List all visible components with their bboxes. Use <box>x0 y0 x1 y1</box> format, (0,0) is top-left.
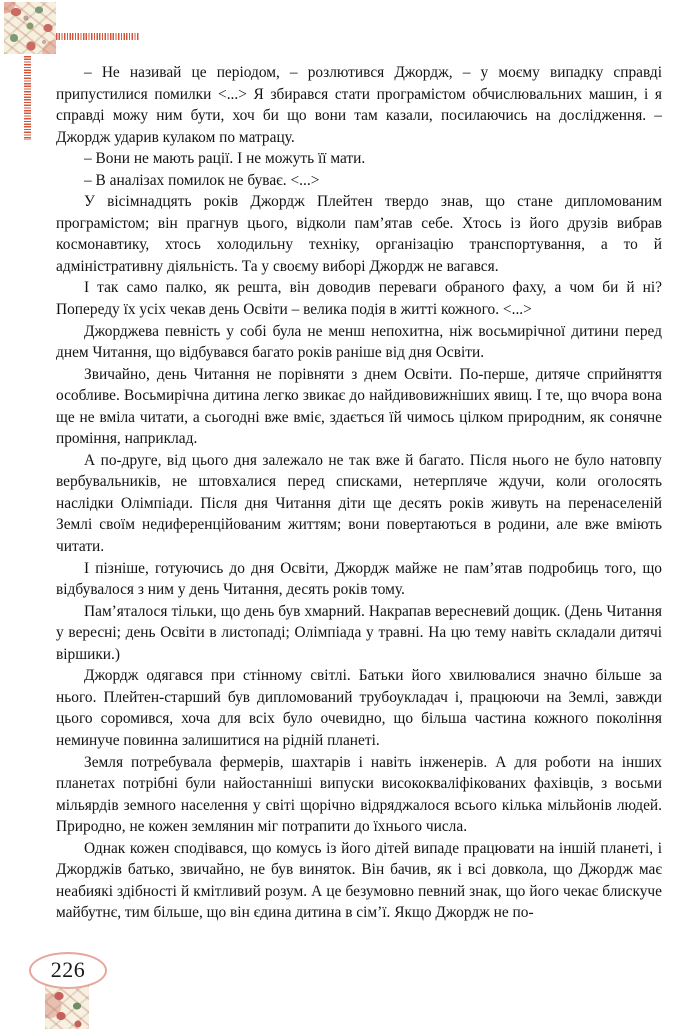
paragraph-dialogue: – Вони не мають рації. І не можуть її мати. <box>84 150 366 168</box>
page-number: 226 <box>29 952 107 989</box>
paragraph: – Не називай це періодом, – розлютився Джордж, – у моєму випадку справді припустилися помилки <...> Я збирався стати програмістом обчислювальних машин, і я справді можу ним бути, хоч би що вони там казали, посилаючись на дослідження. – Джордж ударив кулаком по матрацу. <box>56 64 662 146</box>
paragraph: Джорджева певність у собі була не менш непохитна, ніж восьмирічної дитини перед днем Читання, що відбувався багато років раніше від дня Освіти. <box>56 322 662 362</box>
paragraph: Джордж одягався при стінному світлі. Батьки його хвилювалися значно більше за нього. Плейтен-старший був дипломований трубоукладач і, працюючи на Землі, завжди цього соромився, хоча для всіх було очевидно, що більша частина кожного покоління неминуче повинна залишитися на рідній планеті. <box>56 667 662 749</box>
paragraph: Звичайно, день Читання не порівняти з днем Освіти. По-перше, дитяче сприйняття особливе. Восьмирічна дитина легко звикає до найдивовижніших явищ. І те, що вчора вона ще не вміла читати, а сьогодні вже вміє, здається їй чимось цілком природним, як сонячне проміння, наприклад. <box>56 365 662 448</box>
paragraph: Земля потребувала фермерів, шахтарів і навіть інженерів. А для роботи на інших планетах потрібні були найостанніші випуски висококваліфікованих фахівців, з восьми мільярдів земного населення у світі щорічно відряджалося всього кілька мільйонів людей. Природно, не кожен землянин міг потрапити до їхнього числа. <box>56 753 662 836</box>
floral-corner-ornament <box>4 2 56 54</box>
paragraph: І так само палко, як решта, він доводив переваги обраного фаху, а чом би й ні? Попереду їх усіх чекав день Освіти – велика подія в житті кожного. <...> <box>56 279 662 319</box>
paragraph-dialogue: – В аналізах помилок не буває. <...> <box>84 171 320 189</box>
hatched-vertical-rule <box>24 56 31 140</box>
paragraph: Пам’яталося тільки, що день був хмарний. Накрапав вересневий дощик. (День Читання у вересні; день Освіти в листопаді; Олімпіада у травні. На цю тему навіть складали дитячі віршики.) <box>56 602 662 663</box>
page-body-text <box>56 62 662 924</box>
paragraph: Однак кожен сподівався, що комусь із його дітей випаде працювати на іншій планеті, і Джорджів батько, звичайно, не був виняток. Він бачив, як і всі довкола, що Джордж має неабиякі здібності й кмітливий розум. А це безумовно певний знак, що його чекає блискуче майбутнє, тим більше, що він єдина дитина в сім’ї. Якщо Джордж не по- <box>56 839 662 922</box>
paragraph: А по-друге, від цього дня залежало не так вже й багато. Після нього не було натовпу вербувальників, не штовхалися перед списками, нетерпляче ждучи, коли оголосять наслідки Олімпіади. Після дня Читання діти ще десять років живуть на перенаселеній Землі своїм недиференційованим життям; вони повертаються в родини, але вже вміють читати. <box>56 451 662 556</box>
paragraph: У вісімнадцять років Джордж Плейтен твердо знав, що стане дипломованим програмістом; він прагнув цього, відколи пам’ятав себе. Хтось із його друзів вибрав космонавтику, хтось холодильну техніку, організацію транспортування, а то й адміністративну діяльність. Та у своєму виборі Джордж не вагався. <box>56 193 662 275</box>
hatched-horizontal-rule <box>56 33 139 40</box>
floral-strip-ornament <box>45 982 89 1029</box>
paragraph: І пізніше, готуючись до дня Освіти, Джордж майже не пам’ятав подробиць того, що відбувалося з ним у день Читання, десять років тому. <box>56 559 662 599</box>
